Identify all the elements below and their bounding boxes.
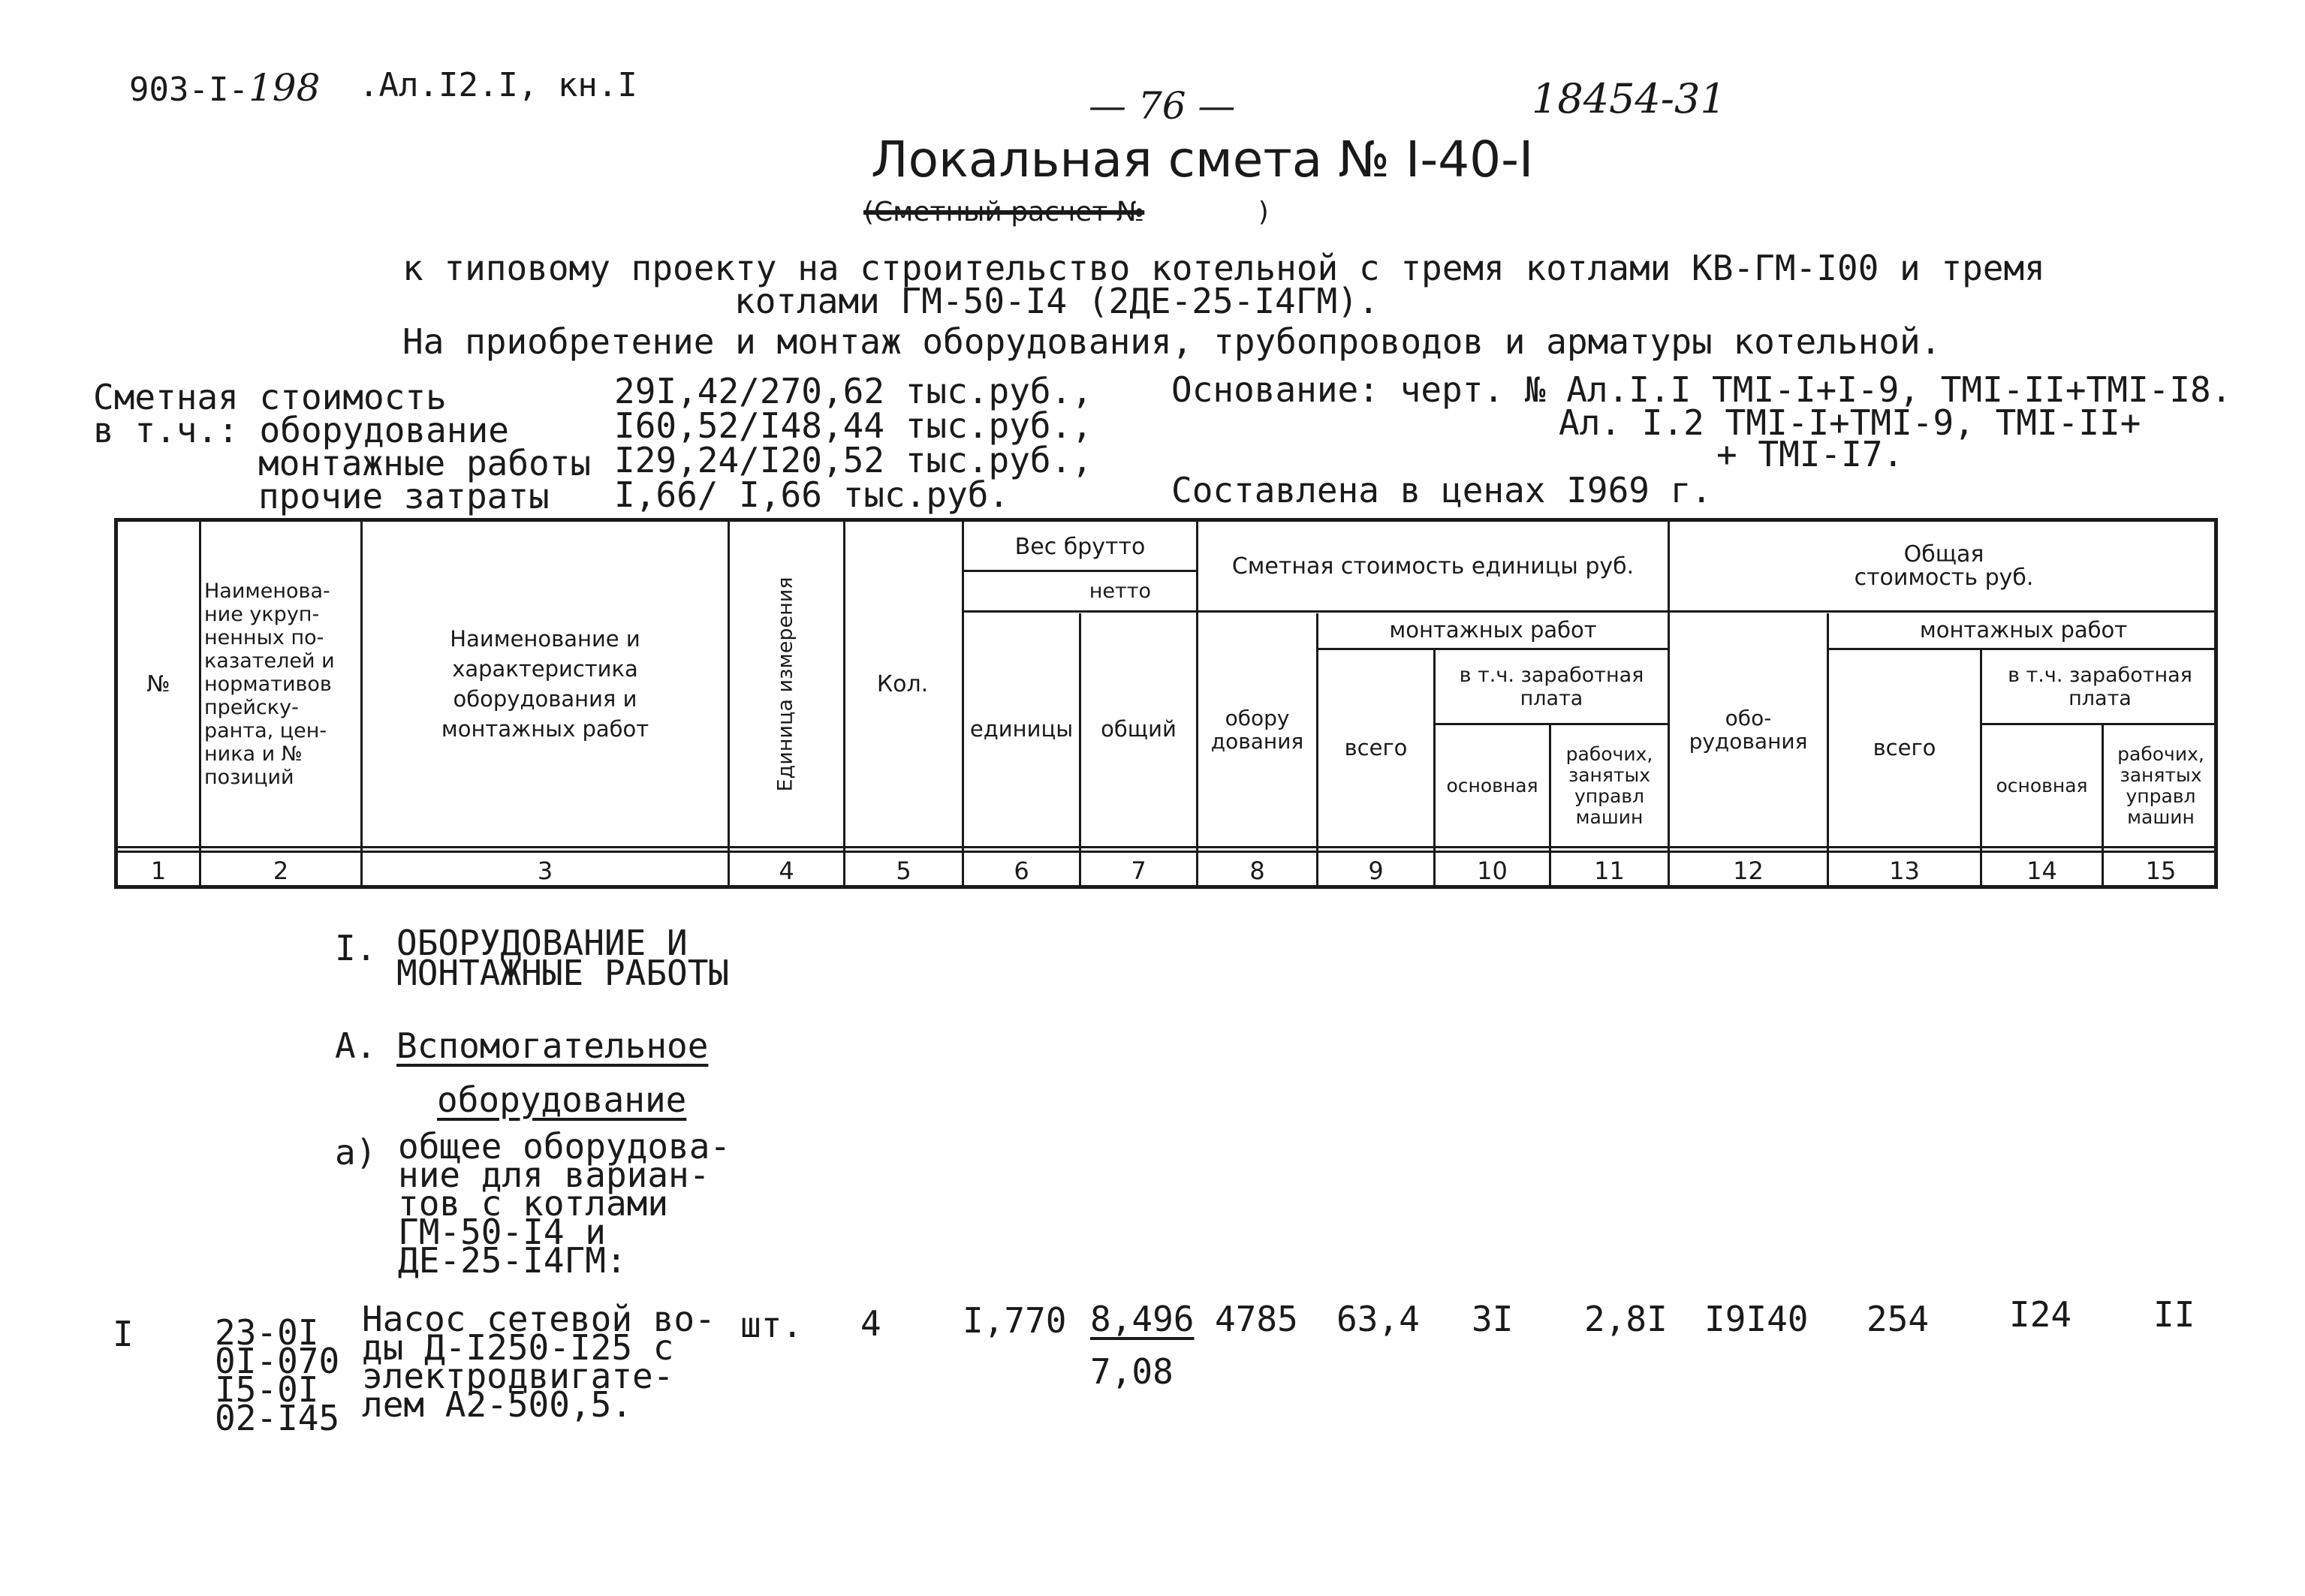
- header-total-cost-installation: монтажных работ: [1919, 617, 2128, 643]
- page-title: Локальная смета № I-40-I: [871, 131, 1534, 188]
- row-total-cost-installation-total: 254: [1867, 1299, 1930, 1339]
- column-number: 9: [1368, 857, 1384, 885]
- header-unit-text: Единица измерения: [773, 576, 797, 792]
- cost-label-total: Сметная стоимость: [93, 377, 447, 417]
- header-unit-cost: Сметная стоимость единицы руб.: [1231, 553, 1635, 580]
- row-total-cost-wages-machine-operators: II: [2153, 1294, 2195, 1335]
- cost-value-total: 29I,42/270,62 тыс.руб.,: [614, 371, 1092, 411]
- column-number: 7: [1131, 857, 1146, 885]
- row-unit-cost-wages-machine-operators: 2,8I: [1584, 1299, 1668, 1339]
- row-weight-net: 7,08: [1090, 1351, 1174, 1392]
- header-weight-per-unit: единицы: [969, 716, 1074, 742]
- column-number: 3: [537, 857, 553, 885]
- column-number: 14: [2026, 857, 2057, 885]
- column-number: 15: [2145, 857, 2177, 885]
- header-weight-gross: Вес брутто: [1014, 533, 1146, 560]
- subsection-a-number: а): [335, 1132, 377, 1173]
- header-total-cost-wages-machine-operators: рабочих, занятых управл машин: [2117, 742, 2204, 828]
- column-number: 13: [1889, 857, 1920, 885]
- header-unit-cost-wages-base: основная: [1446, 775, 1538, 796]
- subtitle-close: ): [1258, 197, 1269, 227]
- cost-label-installation: монтажные работы: [258, 443, 592, 483]
- row-quantity: 4: [860, 1303, 881, 1344]
- album-reference: .Ал.I2.I, кн.I: [359, 66, 637, 104]
- row-number: I: [113, 1314, 134, 1354]
- section-a-number: А.: [335, 1025, 377, 1066]
- row-unit: шт.: [740, 1305, 803, 1345]
- column-number: 12: [1733, 857, 1764, 885]
- section-a-title-line-2: оборудование: [437, 1080, 687, 1120]
- section-a-title-line-1: Вспомогательное: [396, 1025, 709, 1066]
- header-total-cost-wages-base: основная: [1996, 775, 2088, 796]
- header-unit-cost-equipment: обору дования: [1210, 705, 1304, 754]
- header-number: №: [146, 670, 170, 697]
- header-unit-cost-wages: в т.ч. заработная плата: [1459, 663, 1644, 710]
- row-total-cost-equipment: I9I40: [1704, 1299, 1809, 1339]
- basis-line-1: Основание: черт. № Ал.I.I ТМI-I+I-9, ТМI-II+ТМI-I8.: [1171, 369, 2232, 410]
- page-number: — 76 —: [1089, 84, 1236, 128]
- row-unit-cost-wages-base: 3I: [1472, 1299, 1514, 1339]
- cost-value-equipment: I60,52/I48,44 тыс.руб.,: [614, 405, 1092, 446]
- section-1-number: I.: [335, 928, 377, 968]
- intro-line-3: На приобретение и монтаж оборудования, трубопроводов и арматуры котельной.: [402, 321, 1942, 362]
- cost-value-installation: I29,24/I20,52 тыс.руб.,: [614, 440, 1092, 480]
- document-code-typed: 903-I-: [129, 71, 249, 109]
- header-unit-cost-installation: монтажных работ: [1389, 617, 1597, 643]
- column-number: 2: [273, 857, 289, 885]
- cost-label-other: прочие затраты: [258, 476, 550, 516]
- price-base-note: Составлена в ценах I969 г.: [1171, 470, 1713, 510]
- column-number: 8: [1249, 857, 1265, 885]
- header-unit-cost-installation-total: всего: [1344, 735, 1408, 760]
- estimate-table-header: [114, 518, 2218, 889]
- row-total-cost-wages-base: I24: [2009, 1294, 2072, 1335]
- intro-line-2: котлами ГМ-50-I4 (2ДЕ-25-I4ГМ).: [734, 281, 1379, 321]
- subtitle: [863, 197, 1269, 227]
- header-total-cost: Общая стоимость руб.: [1854, 541, 2034, 591]
- header-weight-net: нетто: [1089, 579, 1151, 603]
- row-price-list-codes: 23-0I 0I-070 I5-0I 02-I45: [215, 1312, 340, 1438]
- column-number: 1: [150, 857, 167, 885]
- cost-label-equipment: в т.ч.: оборудование: [93, 410, 509, 450]
- row-weight-total: 8,496: [1090, 1299, 1195, 1339]
- header-equipment-name: Наименование и характеристика оборудования и монтажных работ: [441, 626, 649, 742]
- column-number: 10: [1477, 857, 1508, 885]
- row-weight-per-unit: I,770: [963, 1300, 1067, 1341]
- column-number: 5: [896, 857, 911, 885]
- section-1-title: ОБОРУДОВАНИЕ И МОНТАЖНЫЕ РАБОТЫ: [396, 923, 730, 993]
- intro-line-1: к типовому проекту на строительство котельной с тремя котлами КВ-ГМ-I00 и тремя: [402, 248, 2045, 288]
- column-number: 11: [1594, 857, 1625, 885]
- header-total-cost-equipment: обо-рудования: [1689, 705, 1808, 754]
- column-number: 4: [779, 857, 794, 885]
- header-price-list-reference: Наименова-ние укруп-ненных по-казателей и нормативов прейску-ранта, цен-ника и № позиций: [204, 579, 335, 789]
- header-unit: [728, 522, 843, 846]
- row-equipment-name: Насос сетевой во- ды Д-I250-I25 с электродвигате- лем А2-500,5.: [362, 1299, 716, 1425]
- header-weight-total: общий: [1101, 716, 1177, 742]
- header-quantity: Кол.: [876, 670, 929, 697]
- document-code: [129, 66, 320, 110]
- row-unit-cost-equipment: 4785: [1215, 1299, 1298, 1339]
- basis-line-3: + ТМI-I7.: [1716, 434, 1904, 474]
- document-code-handwritten: 198: [248, 66, 321, 110]
- basis-line-2: Ал. I.2 ТМI-I+ТМI-9, ТМI-II+: [1559, 402, 2141, 443]
- header-total-cost-installation-total: всего: [1873, 735, 1936, 760]
- cost-value-other: I,66/ I,66 тыс.руб.: [614, 474, 1010, 515]
- subtitle-struck-text: (Сметный расчет №: [863, 197, 1145, 227]
- registration-number: 18454-31: [1532, 75, 1726, 122]
- subsection-a-title: общее оборудова- ние для вариан- тов с котлами ГМ-50-I4 и ДЕ-25-I4ГМ:: [398, 1126, 731, 1281]
- header-unit-cost-wages-machine-operators: рабочих, занятых управл машин: [1565, 742, 1653, 828]
- header-total-cost-wages: в т.ч. заработная плата: [2008, 663, 2192, 710]
- column-number: 6: [1014, 857, 1029, 885]
- row-unit-cost-installation-total: 63,4: [1336, 1299, 1420, 1339]
